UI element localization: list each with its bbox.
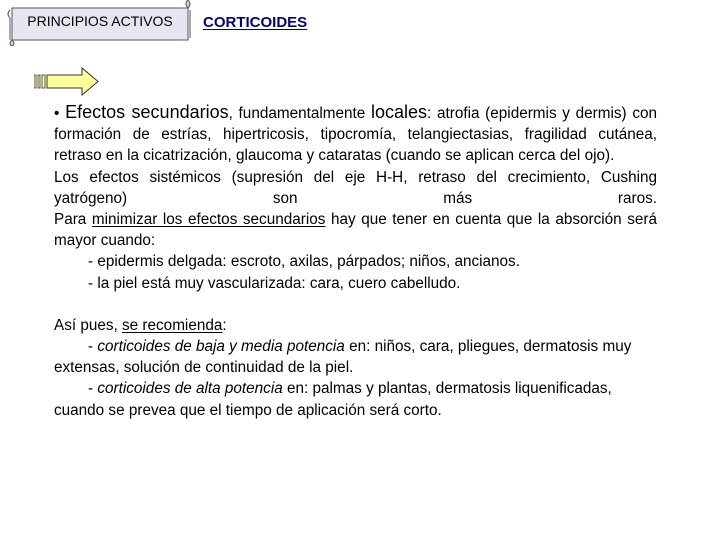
right-arrow-icon <box>34 66 100 96</box>
paragraph-side-effects <box>54 102 657 167</box>
term-local: locales <box>370 102 428 122</box>
text-fragment: , fundamentalmente <box>228 105 366 122</box>
text-fragment: Para <box>54 211 87 229</box>
banner-label: PRINCIPIOS ACTIVOS <box>27 13 173 29</box>
recommend-underlined: se recomienda <box>122 316 223 334</box>
bullet: • <box>54 105 60 122</box>
text-fragment: : <box>222 316 227 334</box>
recommendation-item <box>54 378 657 420</box>
dash: - <box>88 380 94 398</box>
recommendation-item <box>54 336 657 378</box>
paragraph-recommendation <box>54 315 657 336</box>
text-fragment: en: palmas y plantas, dermatosis liquenificadas, cuando se prevea que el tiempo de aplicación será corto. <box>54 380 612 419</box>
list-item: - la piel está muy vascularizada: cara, cuero cabelludo. <box>88 274 461 292</box>
low-potency-italic: corticoides de baja y media potencia <box>97 338 345 356</box>
text-fragment: Así pues, <box>54 316 118 334</box>
term-side-effects: Efectos secundarios <box>65 102 229 122</box>
text-fragment: : atrofia (epidermis y dermis) con formación de estrías, hipertricosis, tipocromía, telangiectasias, fragilidad cutánea, retraso en la cicatrización, glaucoma y cataratas (cuando se aplican cerca del ojo). <box>54 105 657 165</box>
body-text <box>54 102 657 421</box>
list-item: - epidermis delgada: escroto, axilas, párpados; niños, ancianos. <box>88 253 520 271</box>
paragraph-minimize <box>54 209 657 251</box>
page-title: CORTICOIDES <box>203 14 308 31</box>
header-banner <box>2 0 194 46</box>
high-potency-italic: corticoides de alta potencia <box>97 380 283 398</box>
text-fragment: en: niños, cara, pliegues, dermatosis muy extensas, solución de continuidad de la piel. <box>54 338 632 377</box>
spacer <box>54 294 657 315</box>
dash: - <box>88 338 94 356</box>
text-fragment: hay que tener en cuenta que la absorción será mayor cuando: <box>54 211 658 250</box>
minimize-underlined: minimizar los efectos secundarios <box>91 211 326 229</box>
paragraph-systemic-effects: Los efectos sistémicos (supresión del eje H-H, retraso del crecimiento, Cushing yatrógeno) son más raros. <box>54 168 657 207</box>
